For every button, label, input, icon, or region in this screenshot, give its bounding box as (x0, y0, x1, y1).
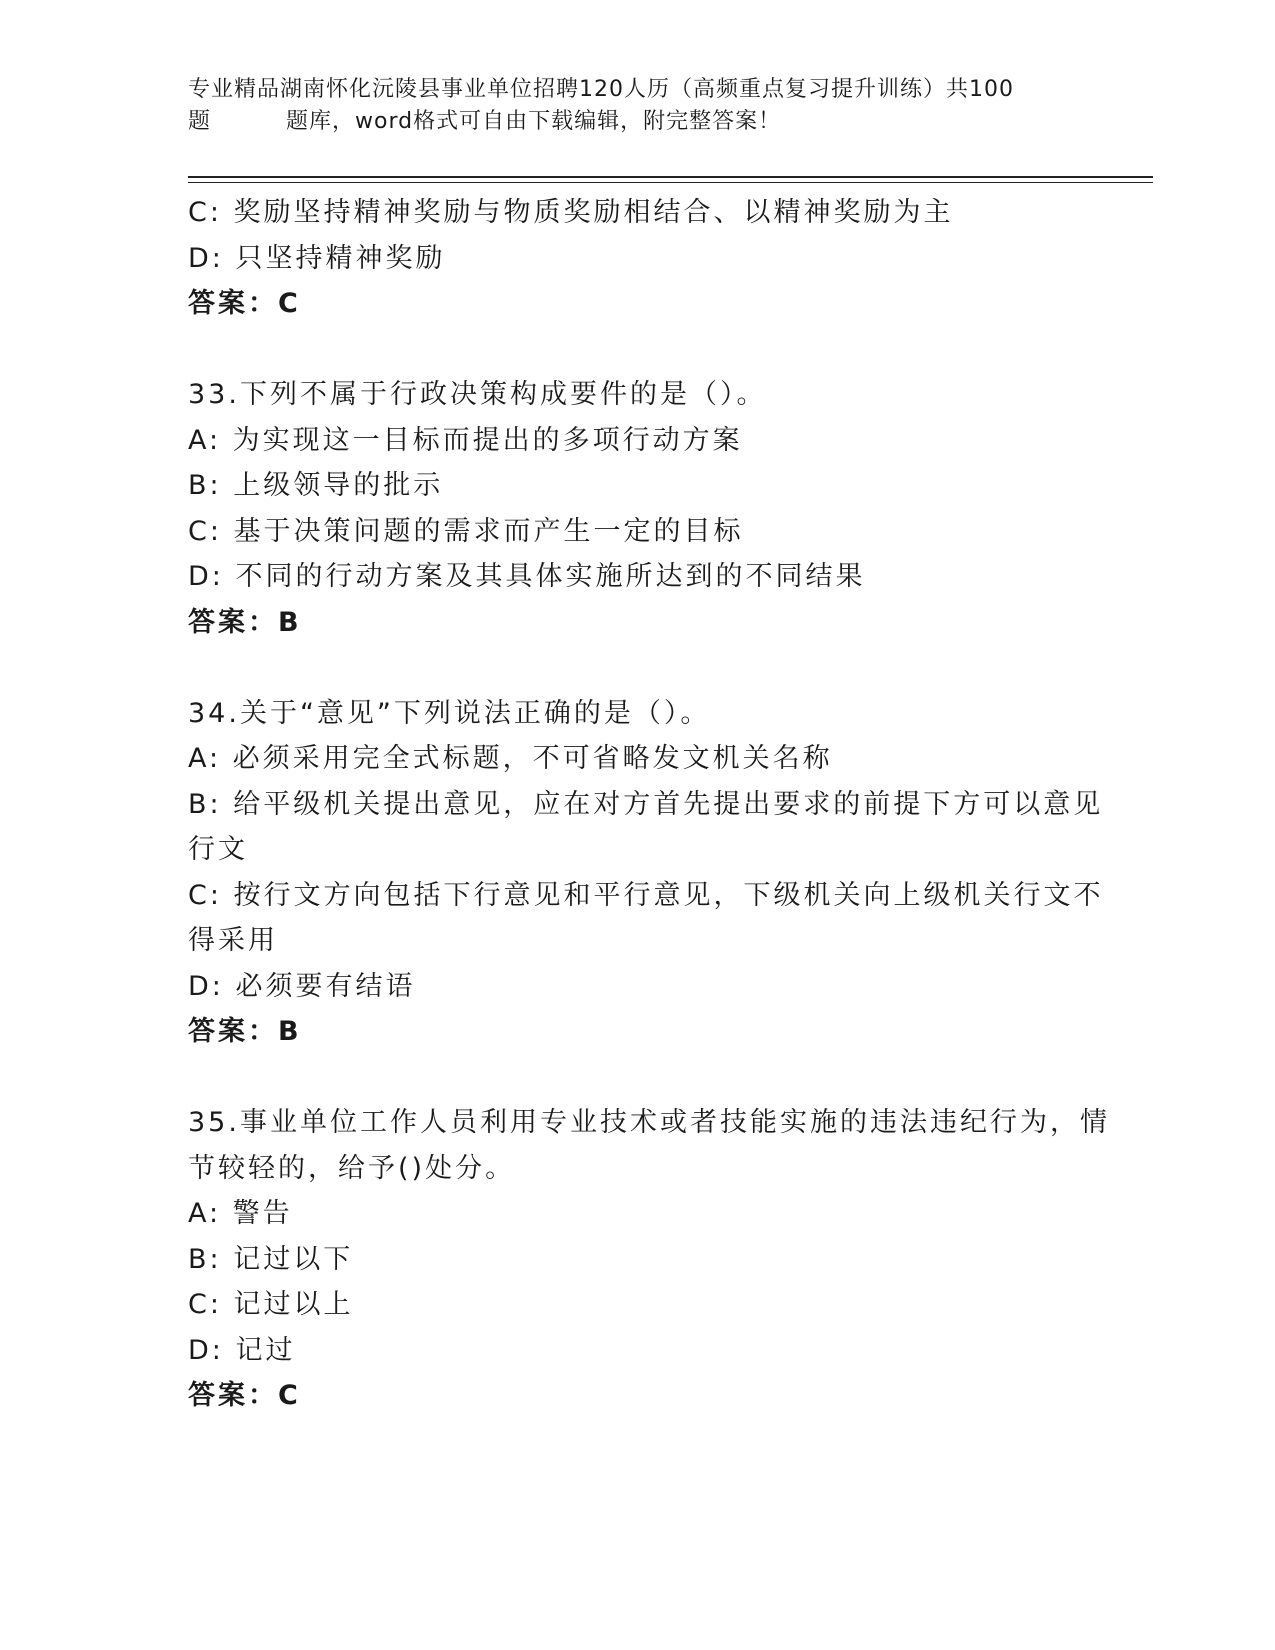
q34-option-a: A: 必须采用完全式标题，不可省略发文机关名称 (188, 743, 833, 774)
spacer (188, 1055, 1088, 1101)
q33-question: 33.下列不属于行政决策构成要件的是（）。 (188, 379, 767, 410)
q35-answer: 答案：C (188, 1380, 301, 1411)
header-line-2 (188, 106, 1078, 138)
q33-answer: 答案：B (188, 606, 302, 638)
header-gap (211, 106, 286, 138)
header-rule-thick (188, 176, 1153, 178)
q34-question: 34.关于“意见”下列说法正确的是（）。 (188, 697, 711, 729)
q33-option-a: A: 为实现这一目标而提出的多项行动方案 (188, 424, 743, 456)
header-rule-thin (188, 182, 1153, 183)
header-line-1: 专业精品湖南怀化沅陵县事业单位招聘120人历（高频重点复习提升训练）共100 (188, 77, 1014, 102)
header-line-2-start: 题 (188, 109, 212, 134)
q35-option-b: B: 记过以下 (188, 1243, 354, 1275)
header-line-2-end: 题库，word格式可自由下载编辑，附完整答案！ (286, 109, 782, 134)
q35-option-d: D: 记过 (188, 1334, 296, 1366)
spacer (188, 645, 1088, 691)
q34-answer: 答案：B (188, 1016, 302, 1047)
q34-option-b-line-2: 行文 (188, 834, 248, 865)
q33-option-b: B: 上级领导的批示 (188, 470, 444, 501)
spacer (188, 327, 1088, 373)
q34-option-d: D: 必须要有结语 (188, 970, 416, 1002)
q34-option-c-line-1: C: 按行文方向包括下行意见和平行意见，下级机关向上级机关行文不 (188, 879, 1104, 911)
q34-option-b-line-1: B: 给平级机关提出意见，应在对方首先提出要求的前提下方可以意见 (188, 788, 1104, 820)
q35-question-line-2: 节较轻的，给予()处分。 (188, 1152, 516, 1184)
document-header (188, 74, 1078, 138)
q33-option-d: D: 不同的行动方案及其具体实施所达到的不同结果 (188, 561, 866, 592)
q33-option-c: C: 基于决策问题的需求而产生一定的目标 (188, 515, 744, 547)
document-body (188, 190, 1110, 1419)
q35-option-a: A: 警告 (188, 1198, 293, 1229)
q35-option-c: C: 记过以上 (188, 1289, 354, 1320)
q35-question-line-1: 35.事业单位工作人员利用专业技术或者技能实施的违法违纪行为，情 (188, 1107, 1110, 1138)
q32-option-c: C: 奖励坚持精神奖励与物质奖励相结合、以精神奖励为主 (188, 197, 954, 228)
q32-option-d: D: 只坚持精神奖励 (188, 242, 446, 274)
q32-answer: 答案：C (188, 288, 301, 319)
q34-option-c-line-2: 得采用 (188, 925, 278, 956)
